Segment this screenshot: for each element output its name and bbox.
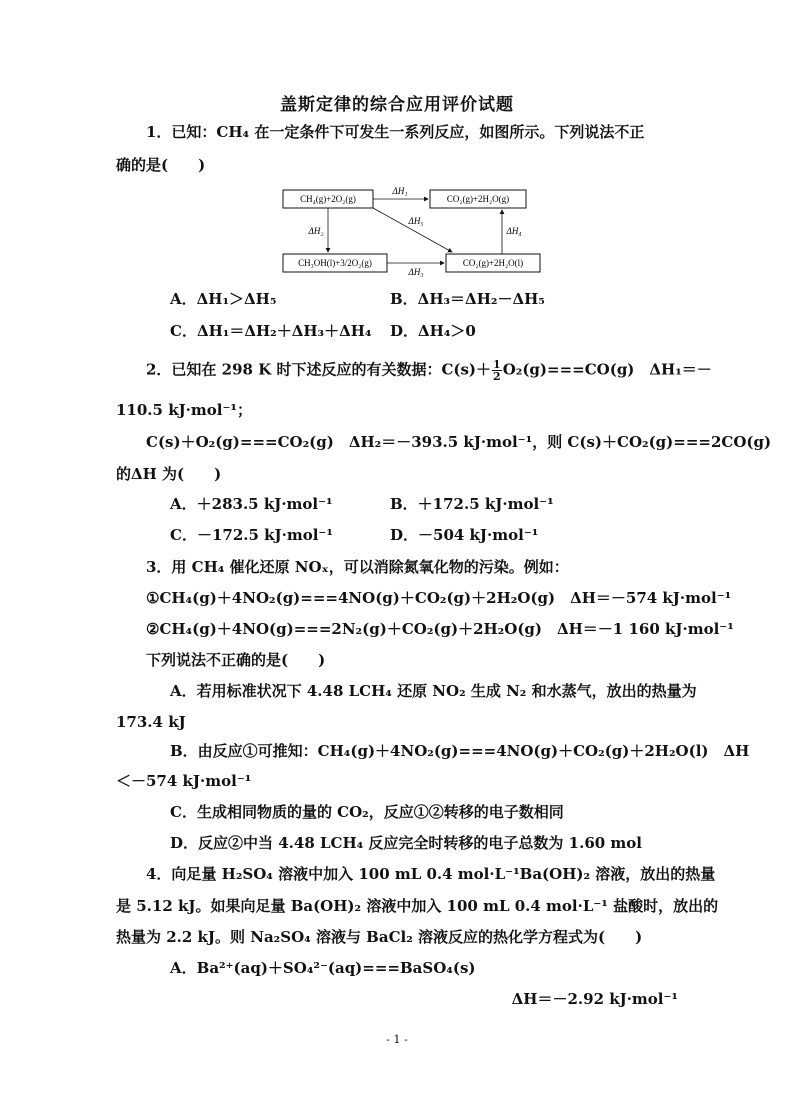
- q2-stem-line2: 110.5 kJ·mol⁻¹；: [116, 401, 252, 419]
- q4-option-a: A．Ba²⁺(aq)＋SO₄²⁻(aq)===BaSO₄(s): [170, 959, 476, 977]
- q1-reaction-diagram: [282, 186, 544, 280]
- q1-option-a: A．ΔH₁＞ΔH₅: [170, 290, 277, 308]
- label-dh4: ΔH₄: [506, 226, 522, 236]
- box-ch3oh-label: CH₃OH(l)+3/2O₂(g): [298, 258, 372, 268]
- q2-stem-line1: [146, 359, 712, 382]
- q3-option-a-line1: A．若用标准状况下 4.48 LCH₄ 还原 NO₂ 生成 N₂ 和水蒸气，放出的热量为: [170, 682, 697, 700]
- q3-option-b-line2: ＜－574 kJ·mol⁻¹: [116, 772, 252, 790]
- q3-option-d: D．反应②中当 4.48 LCH₄ 反应完全时转移的电子总数为 1.60 mol: [170, 834, 642, 852]
- q4-stem-line1: 4．向足量 H₂SO₄ 溶液中加入 100 mL 0.4 mol·L⁻¹Ba(OH)₂ 溶液，放出的热量: [146, 865, 716, 883]
- q3-question: 下列说法不正确的是( ): [146, 651, 326, 669]
- fraction-one-half: [492, 359, 502, 382]
- q3-reaction-1: ①CH₄(g)＋4NO₂(g)===4NO(g)＋CO₂(g)＋2H₂O(g) ΔH＝－574 kJ·mol⁻¹: [146, 589, 732, 607]
- q4-stem-line2: 是 5.12 kJ。如果向足量 Ba(OH)₂ 溶液中加入 100 mL 0.4 mol·L⁻¹ 盐酸时，放出的: [116, 897, 719, 915]
- q1-option-c: C．ΔH₁＝ΔH₂＋ΔH₃＋ΔH₄: [170, 322, 372, 340]
- fraction-numerator: 1: [493, 358, 501, 371]
- arrow-dh5: [373, 208, 452, 252]
- q3-stem-line1: 3．用 CH₄ 催化还原 NOₓ，可以消除氮氧化物的污染。例如：: [146, 558, 569, 576]
- q2-stem-line4: 的ΔH 为( ): [116, 465, 222, 483]
- page-number: - 1 -: [386, 1033, 408, 1046]
- q2-option-b: B．＋172.5 kJ·mol⁻¹: [390, 495, 554, 513]
- q2-option-c: C．－172.5 kJ·mol⁻¹: [170, 526, 333, 544]
- q4-stem-line3: 热量为 2.2 kJ。则 Na₂SO₄ 溶液与 BaCl₂ 溶液反应的热化学方程式为( ): [116, 928, 643, 946]
- q2-stem-pre: 2．已知在 298 K 时下述反应的有关数据：C(s)＋: [146, 360, 492, 379]
- q3-option-b-line1: B．由反应①可推知：CH₄(g)＋4NO₂(g)===4NO(g)＋CO₂(g)＋2H₂O(l) ΔH: [170, 742, 750, 760]
- label-dh3: ΔH₃: [408, 267, 424, 277]
- q1-option-d: D．ΔH₄＞0: [390, 322, 476, 340]
- q3-option-a-line2: 173.4 kJ: [116, 713, 186, 731]
- box-co2-h2o-g-label: CO₂(g)+2H₂O(g): [446, 194, 510, 204]
- q2-stem-line3: C(s)＋O₂(g)===CO₂(g) ΔH₂＝－393.5 kJ·mol⁻¹，则 C(s)＋CO₂(g)===2CO(g): [146, 433, 772, 451]
- q1-option-b: B．ΔH₃＝ΔH₂－ΔH₅: [390, 290, 545, 308]
- label-dh5: ΔH₅: [408, 216, 424, 226]
- q2-stem-post: O₂(g)===CO(g) ΔH₁＝－: [502, 360, 712, 379]
- q2-option-a: A．＋283.5 kJ·mol⁻¹: [170, 495, 333, 513]
- page-title: 盖斯定律的综合应用评价试题: [280, 95, 514, 115]
- q1-stem-line1: 1．已知：CH₄ 在一定条件下可发生一系列反应，如图所示。下列说法不正: [146, 123, 645, 141]
- q2-option-d: D．－504 kJ·mol⁻¹: [390, 526, 539, 544]
- label-dh2: ΔH₂: [308, 226, 324, 236]
- box-co2-h2o-l-label: CO₂(g)+2H₂O(l): [462, 258, 524, 268]
- q3-reaction-2: ②CH₄(g)＋4NO(g)===2N₂(g)＋CO₂(g)＋2H₂O(g) ΔH＝－1 160 kJ·mol⁻¹: [146, 620, 734, 638]
- fraction-denominator: 2: [493, 370, 501, 383]
- label-dh1: ΔH₁: [392, 186, 408, 196]
- q1-stem-line2: 确的是( ): [116, 156, 206, 174]
- q4-option-a-dh: ΔH＝－2.92 kJ·mol⁻¹: [511, 990, 678, 1008]
- q3-option-c: C．生成相同物质的量的 CO₂，反应①②转移的电子数相同: [170, 803, 564, 821]
- box-ch4-o2-label: CH₄(g)+2O₂(g): [300, 194, 356, 204]
